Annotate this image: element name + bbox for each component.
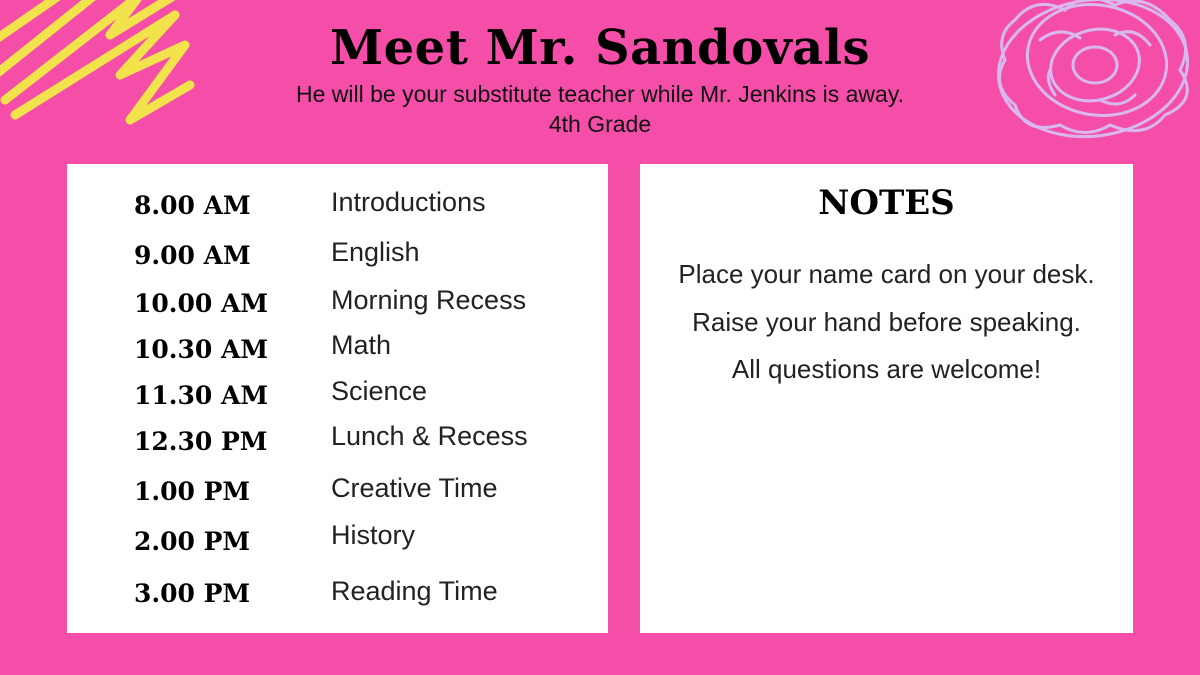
schedule-time: 11.30 AM: [134, 381, 269, 410]
schedule-subject: Creative Time: [331, 473, 498, 503]
page-title: Meet Mr. Sandovals: [329, 20, 871, 76]
schedule-row: [67, 522, 608, 562]
schedule-row: [67, 472, 608, 512]
schedule-subject: Reading Time: [331, 576, 498, 606]
schedule-row: [67, 330, 608, 370]
schedule-subject: Morning Recess: [331, 285, 527, 315]
schedule-row: [67, 422, 608, 462]
schedule-time: 10.00 AM: [134, 289, 269, 318]
schedule-time: 1.00 PM: [134, 477, 251, 506]
note-item: All questions are welcome!: [731, 354, 1042, 384]
schedule-subject: Math: [331, 330, 392, 360]
schedule-row: [67, 236, 608, 276]
notes-panel: [640, 164, 1133, 633]
schedule-row: [67, 186, 608, 226]
note-item: Raise your hand before speaking.: [692, 307, 1081, 337]
schedule-subject: English: [331, 237, 420, 267]
schedule-row: [67, 376, 608, 416]
schedule-time: 10.30 AM: [134, 335, 269, 364]
schedule-time: 3.00 PM: [134, 579, 251, 608]
schedule-time: 12.30 PM: [134, 427, 268, 456]
schedule-time: 8.00 AM: [134, 191, 251, 220]
schedule-row: [67, 574, 608, 614]
grade-label: 4th Grade: [548, 111, 652, 137]
schedule-subject: Science: [331, 376, 428, 406]
schedule-subject: History: [331, 520, 416, 550]
notes-title: NOTES: [818, 183, 955, 223]
schedule-subject: Lunch & Recess: [331, 421, 528, 451]
note-item: Place your name card on your desk.: [678, 259, 1095, 289]
schedule-time: 2.00 PM: [134, 527, 251, 556]
schedule-subject: Introductions: [331, 187, 486, 217]
schedule-row: [67, 284, 608, 324]
schedule-time: 9.00 AM: [134, 241, 251, 270]
schedule-panel: [67, 164, 608, 633]
subtitle: He will be your substitute teacher while Mr. Jenkins is away.: [295, 81, 905, 107]
